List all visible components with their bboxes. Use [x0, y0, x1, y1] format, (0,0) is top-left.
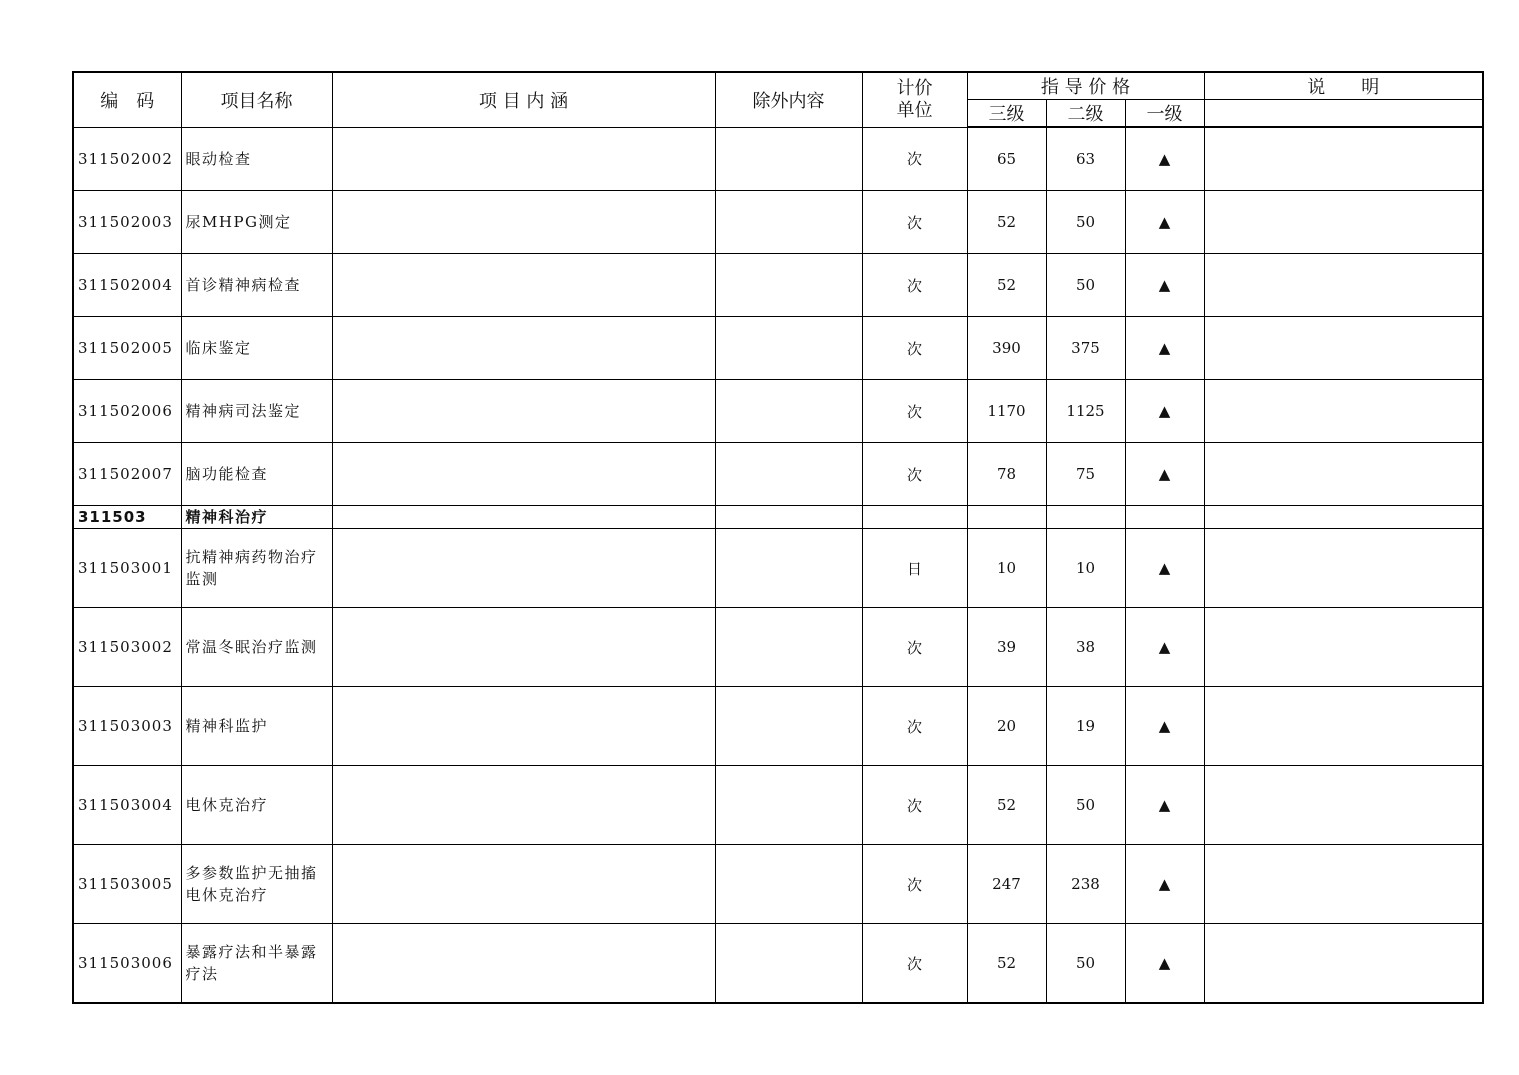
row-level3: 52: [967, 924, 1046, 1004]
row-unit: 次: [862, 254, 967, 317]
section-code: 311503: [73, 506, 181, 529]
row-level3: 78: [967, 443, 1046, 506]
header-level2: 二级: [1046, 100, 1125, 128]
row-exclusion: [715, 845, 862, 924]
row-level3: 390: [967, 317, 1046, 380]
row-exclusion: [715, 687, 862, 766]
row-level2: 238: [1046, 845, 1125, 924]
row-level1-triangle-icon: ▲: [1125, 608, 1204, 687]
section-empty: [1125, 506, 1204, 529]
row-code: 311502003: [73, 191, 181, 254]
row-code: 311503001: [73, 529, 181, 608]
row-content: [332, 191, 715, 254]
row-level1-triangle-icon: ▲: [1125, 687, 1204, 766]
row-level3: 52: [967, 766, 1046, 845]
row-level2: 50: [1046, 924, 1125, 1004]
row-name: 多参数监护无抽搐电休克治疗: [181, 845, 332, 924]
section-empty: [332, 506, 715, 529]
row-level1-triangle-icon: ▲: [1125, 443, 1204, 506]
row-level2: 50: [1046, 191, 1125, 254]
header-notes: 说 明: [1204, 72, 1483, 100]
row-unit: 日: [862, 529, 967, 608]
table-row: [73, 443, 1483, 506]
row-level3: 65: [967, 127, 1046, 191]
row-exclusion: [715, 443, 862, 506]
row-content: [332, 845, 715, 924]
table-row: [73, 845, 1483, 924]
section-empty: [715, 506, 862, 529]
row-content: [332, 924, 715, 1004]
row-level1-triangle-icon: ▲: [1125, 845, 1204, 924]
row-notes: [1204, 254, 1483, 317]
row-exclusion: [715, 529, 862, 608]
row-notes: [1204, 924, 1483, 1004]
row-level2: 1125: [1046, 380, 1125, 443]
row-notes: [1204, 443, 1483, 506]
row-level2: 63: [1046, 127, 1125, 191]
row-level3: 10: [967, 529, 1046, 608]
row-code: 311503005: [73, 845, 181, 924]
row-level2: 19: [1046, 687, 1125, 766]
table-row: [73, 608, 1483, 687]
section-empty: [862, 506, 967, 529]
row-notes: [1204, 845, 1483, 924]
row-name: 暴露疗法和半暴露疗法: [181, 924, 332, 1004]
header-level1: 一级: [1125, 100, 1204, 128]
row-name: 常温冬眠治疗监测: [181, 608, 332, 687]
row-code: 311502002: [73, 127, 181, 191]
row-content: [332, 529, 715, 608]
row-exclusion: [715, 191, 862, 254]
table-row: [73, 924, 1483, 1004]
row-exclusion: [715, 254, 862, 317]
table-row: [73, 687, 1483, 766]
row-exclusion: [715, 317, 862, 380]
header-level3: 三级: [967, 100, 1046, 128]
header-unit: [862, 72, 967, 127]
table-row: [73, 254, 1483, 317]
row-level1-triangle-icon: ▲: [1125, 191, 1204, 254]
header-exclusion: 除外内容: [715, 72, 862, 127]
row-exclusion: [715, 127, 862, 191]
price-table: [72, 71, 1484, 1004]
row-name: 精神科监护: [181, 687, 332, 766]
row-level2: 75: [1046, 443, 1125, 506]
row-level1-triangle-icon: ▲: [1125, 254, 1204, 317]
section-name: 精神科治疗: [181, 506, 332, 529]
header-content: 项 目 内 涵: [332, 72, 715, 127]
table-row: [73, 766, 1483, 845]
table-row: [73, 191, 1483, 254]
table-row: [73, 127, 1483, 191]
row-name: 尿MHPG测定: [181, 191, 332, 254]
row-unit: 次: [862, 127, 967, 191]
row-content: [332, 766, 715, 845]
header-name: 项目名称: [181, 72, 332, 127]
header-unit-line1: 计价: [896, 77, 933, 99]
row-level3: 52: [967, 191, 1046, 254]
row-content: [332, 608, 715, 687]
row-unit: 次: [862, 766, 967, 845]
row-name: 眼动检查: [181, 127, 332, 191]
row-level3: 247: [967, 845, 1046, 924]
table-row: [73, 380, 1483, 443]
row-level1-triangle-icon: ▲: [1125, 380, 1204, 443]
row-content: [332, 317, 715, 380]
row-code: 311502007: [73, 443, 181, 506]
row-name: 首诊精神病检查: [181, 254, 332, 317]
row-level3: 39: [967, 608, 1046, 687]
row-unit: 次: [862, 317, 967, 380]
row-exclusion: [715, 924, 862, 1004]
header-code: 编 码: [73, 72, 181, 127]
section-empty: [967, 506, 1046, 529]
row-code: 311503004: [73, 766, 181, 845]
row-unit: 次: [862, 443, 967, 506]
row-content: [332, 380, 715, 443]
section-row: [73, 506, 1483, 529]
row-name: 抗精神病药物治疗监测: [181, 529, 332, 608]
row-content: [332, 443, 715, 506]
row-code: 311503006: [73, 924, 181, 1004]
row-code: 311503002: [73, 608, 181, 687]
row-level2: 50: [1046, 254, 1125, 317]
row-notes: [1204, 191, 1483, 254]
row-level1-triangle-icon: ▲: [1125, 529, 1204, 608]
row-exclusion: [715, 608, 862, 687]
row-name: 脑功能检查: [181, 443, 332, 506]
row-level2: 10: [1046, 529, 1125, 608]
row-level2: 50: [1046, 766, 1125, 845]
row-content: [332, 127, 715, 191]
row-level2: 38: [1046, 608, 1125, 687]
table-row: [73, 529, 1483, 608]
row-unit: 次: [862, 687, 967, 766]
table-row: [73, 317, 1483, 380]
row-notes: [1204, 127, 1483, 191]
row-unit: 次: [862, 608, 967, 687]
header-price-group: 指 导 价 格: [967, 72, 1204, 100]
row-notes: [1204, 766, 1483, 845]
row-notes: [1204, 380, 1483, 443]
row-notes: [1204, 529, 1483, 608]
row-level1-triangle-icon: ▲: [1125, 317, 1204, 380]
row-level1-triangle-icon: ▲: [1125, 766, 1204, 845]
row-unit: 次: [862, 380, 967, 443]
row-code: 311502004: [73, 254, 181, 317]
row-level3: 1170: [967, 380, 1046, 443]
row-unit: 次: [862, 191, 967, 254]
section-empty: [1046, 506, 1125, 529]
row-notes: [1204, 687, 1483, 766]
section-empty: [1204, 506, 1483, 529]
row-code: 311502006: [73, 380, 181, 443]
row-level1-triangle-icon: ▲: [1125, 127, 1204, 191]
row-exclusion: [715, 766, 862, 845]
row-content: [332, 687, 715, 766]
row-level3: 52: [967, 254, 1046, 317]
row-name: 电休克治疗: [181, 766, 332, 845]
row-name: 精神病司法鉴定: [181, 380, 332, 443]
row-level2: 375: [1046, 317, 1125, 380]
row-unit: 次: [862, 924, 967, 1004]
header-unit-line2: 单位: [896, 99, 933, 121]
row-exclusion: [715, 380, 862, 443]
row-notes: [1204, 608, 1483, 687]
row-level3: 20: [967, 687, 1046, 766]
header-notes-sub: [1204, 100, 1483, 128]
row-code: 311502005: [73, 317, 181, 380]
row-code: 311503003: [73, 687, 181, 766]
row-name: 临床鉴定: [181, 317, 332, 380]
row-notes: [1204, 317, 1483, 380]
row-unit: 次: [862, 845, 967, 924]
row-level1-triangle-icon: ▲: [1125, 924, 1204, 1004]
row-content: [332, 254, 715, 317]
